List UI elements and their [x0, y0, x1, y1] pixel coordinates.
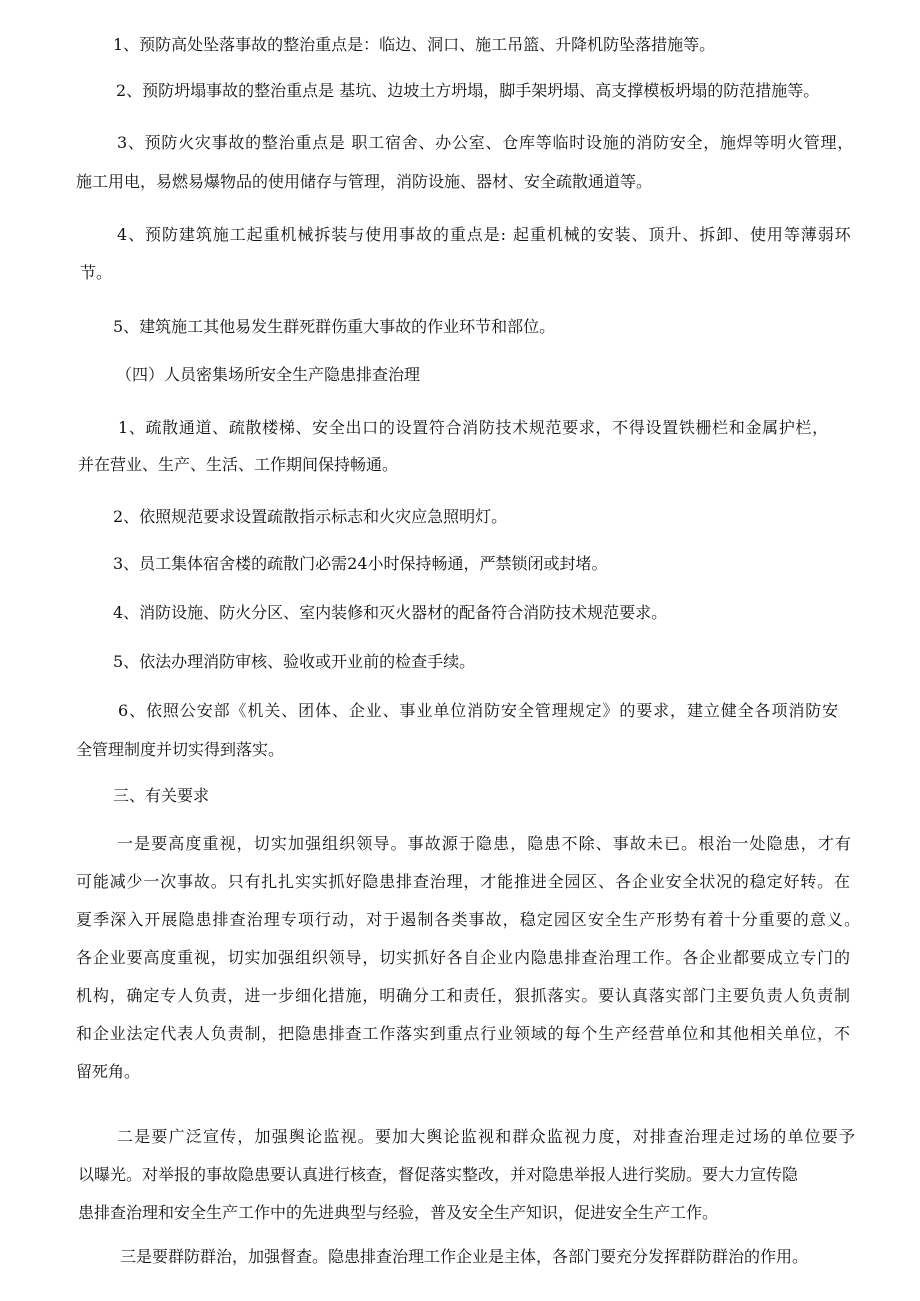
paragraph-line: 二是要广泛宣传，加强舆论监视。要加大舆论监视和群众监视力度，对排查治理走过场的单位要予 — [117, 1127, 857, 1146]
paragraph-line: 4、消防设施、防火分区、室内装修和灭火器材的配备符合消防技术规范要求。 — [113, 603, 668, 622]
paragraph-line: 夏季深入开展隐患排查治理专项行动，对于遏制各类事故，稳定园区安全生产形势有着十分重要的意义。 — [76, 910, 862, 929]
paragraph-line: 各企业要高度重视，切实加强组织领导，切实抓好各自企业内隐患排查治理工作。各企业都要成立专门的 — [76, 948, 851, 967]
paragraph-line: 2、依照规范要求设置疏散指示标志和火灾应急照明灯。 — [113, 507, 508, 526]
paragraph-line: 全管理制度并切实得到落实。 — [76, 740, 285, 759]
paragraph-line: 一是要高度重视，切实加强组织领导。事故源于隐患，隐患不除、事故未已。根治一处隐患，才有 — [117, 834, 853, 853]
paragraph-line: 1、疏散通道、疏散楼梯、安全出口的设置符合消防技术规范要求，不得设置铁栅栏和金属护栏， — [118, 418, 829, 437]
paragraph-line: 3、预防火灾事故的整治重点是 职工宿舍、办公室、仓库等临时设施的消防安全，施焊等明火管理， — [117, 133, 855, 152]
paragraph-line: 并在营业、生产、生活、工作期间保持畅通。 — [78, 455, 399, 474]
paragraph-line: 机构，确定专人负责，进一步细化措施，明确分工和责任，狠抓落实。要认真落实部门主要负责人负责制 — [76, 986, 851, 1005]
paragraph-line: 留死角。 — [76, 1062, 141, 1081]
paragraph-line: 5、依法办理消防审核、验收或开业前的检查手续。 — [113, 652, 476, 671]
paragraph-line: 6、依照公安部《机关、团体、企业、事业单位消防安全管理规定》的要求，建立健全各项消防安 — [118, 701, 840, 720]
paragraph-line: （四）人员密集场所安全生产隐患排查治理 — [116, 365, 421, 384]
paragraph-line: 可能减少一次事故。只有扎扎实实抓好隐患排查治理，才能推进全园区、各企业安全状况的稳定好转。在 — [76, 872, 851, 891]
paragraph-line: 患排查治理和安全生产工作中的先进典型与经验，普及安全生产知识，促进安全生产工作。 — [78, 1203, 719, 1222]
paragraph-line: 3、员工集体宿舍楼的疏散门必需24小时保持畅通，严禁锁闭或封堵。 — [113, 554, 608, 573]
paragraph-line: 1、预防高处坠落事故的整治重点是：临边、洞口、施工吊篮、升降机防坠落措施等。 — [113, 35, 716, 54]
paragraph-line: 三是要群防群治，加强督查。隐患排查治理工作企业是主体，各部门要充分发挥群防群治的作用。 — [120, 1247, 809, 1266]
paragraph-line: 以曝光。对举报的事故隐患要认真进行核查，督促落实整改，并对隐患举报人进行奖励。要大力宣传隐 — [78, 1165, 799, 1184]
paragraph-line: 施工用电，易燃易爆物品的使用储存与管理，消防设施、器材、安全疏散通道等。 — [76, 172, 653, 191]
paragraph-line: 4、预防建筑施工起重机械拆装与使用事故的重点是: 起重机械的安装、顶升、拆卸、使用等薄弱环 — [117, 225, 852, 244]
paragraph-line: 2、预防坍塌事故的整治重点是 基坑、边坡土方坍塌，脚手架坍塌、高支撑模板坍塌的防范措施等。 — [116, 81, 820, 100]
paragraph-line: 节。 — [80, 263, 113, 282]
paragraph-line: 三、有关要求 — [113, 786, 210, 805]
paragraph-line: 和企业法定代表人负责制，把隐患排查工作落实到重点行业领域的每个生产经营单位和其他相关单位，不 — [76, 1024, 851, 1043]
paragraph-line: 5、建筑施工其他易发生群死群伤重大事故的作业环节和部位。 — [113, 317, 556, 336]
